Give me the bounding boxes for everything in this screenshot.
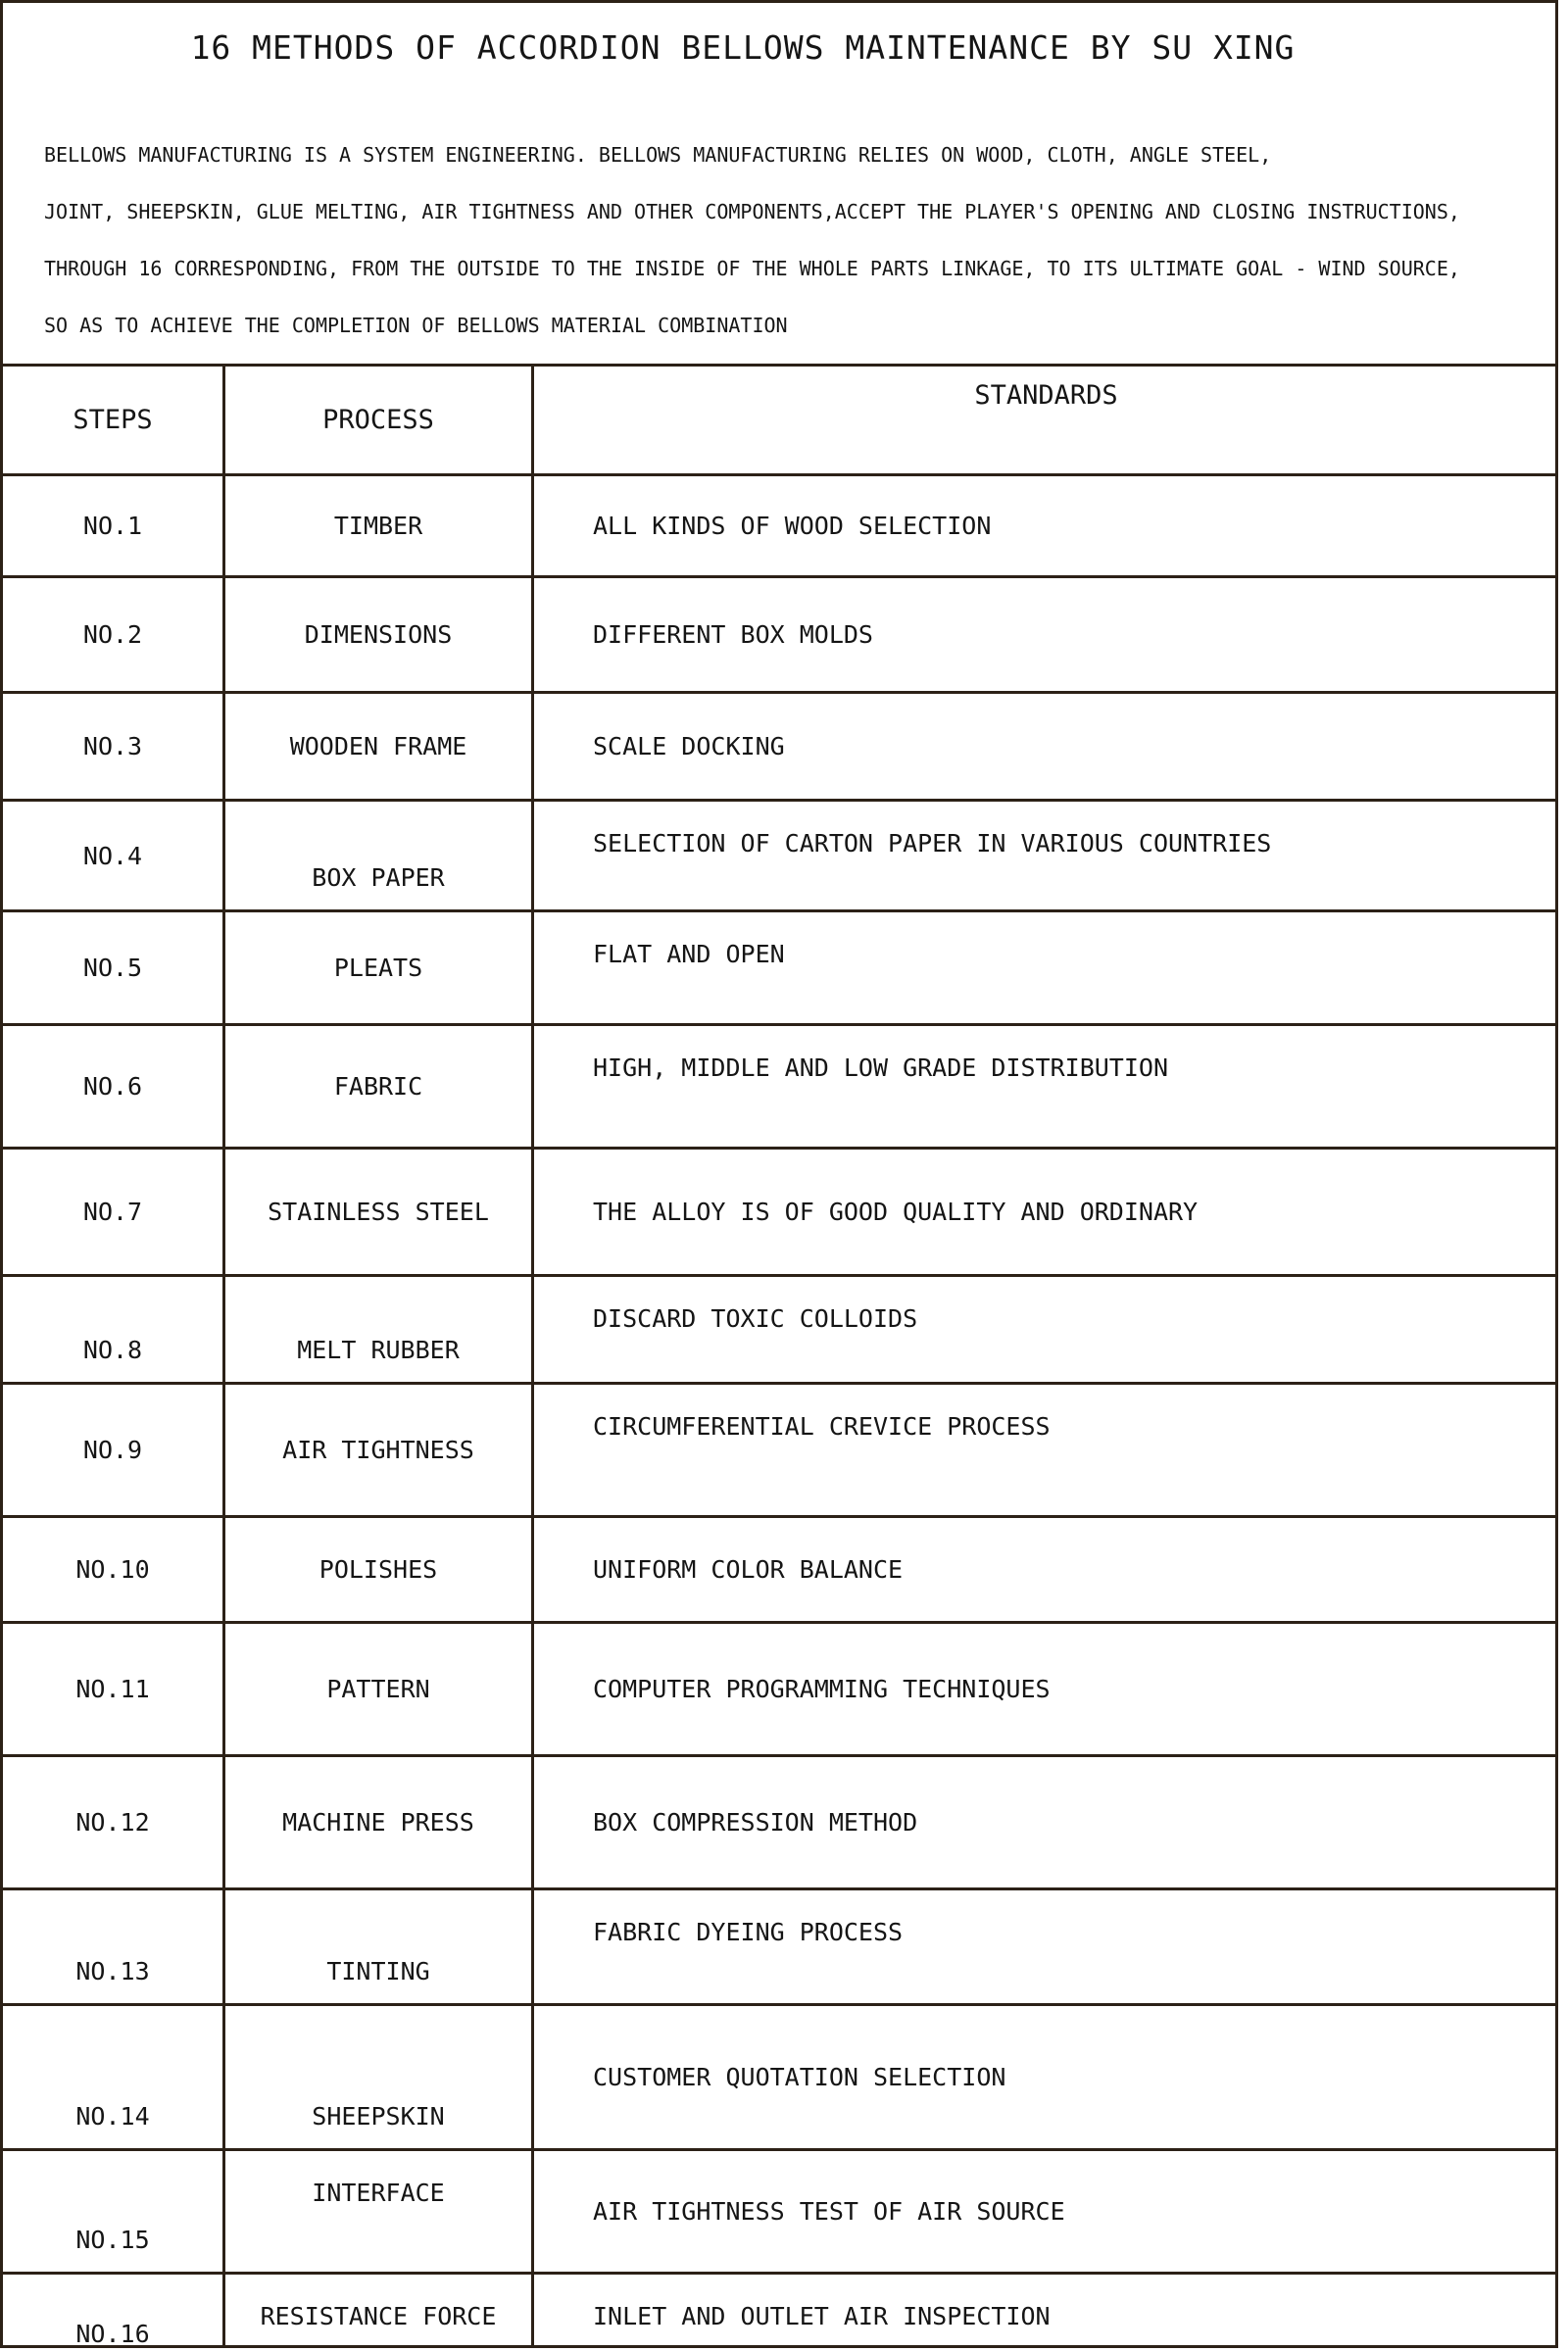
step-cell: NO.14 — [2, 2005, 224, 2150]
standard-cell: FLAT AND OPEN — [533, 911, 1559, 1025]
standard-cell: DIFFERENT BOX MOLDS — [533, 577, 1559, 693]
step-cell: NO.8 — [2, 1276, 224, 1384]
table-row — [2, 2005, 1559, 2150]
intro-paragraph — [44, 138, 1534, 366]
step-cell: NO.16 — [2, 2274, 224, 2349]
step-cell: NO.10 — [2, 1517, 224, 1623]
header-steps: STEPS — [2, 366, 224, 475]
process-cell: RESISTANCE FORCE — [224, 2274, 533, 2349]
intro-line: JOINT, SHEEPSKIN, GLUE MELTING, AIR TIGHTNESS AND OTHER COMPONENTS,ACCEPT THE PLAYER'S OPENING AND CLOSING INSTRUCTIONS, — [44, 200, 1460, 223]
process-cell: INTERFACE — [224, 2150, 533, 2274]
table-row — [2, 1756, 1559, 1889]
step-cell: NO.5 — [2, 911, 224, 1025]
table-row — [2, 911, 1559, 1025]
standard-cell: COMPUTER PROGRAMMING TECHNIQUES — [533, 1623, 1559, 1756]
table-row — [2, 577, 1559, 693]
table-row — [2, 1025, 1559, 1149]
step-cell: NO.15 — [2, 2150, 224, 2274]
standard-cell: UNIFORM COLOR BALANCE — [533, 1517, 1559, 1623]
intro-line: THROUGH 16 CORRESPONDING, FROM THE OUTSIDE TO THE INSIDE OF THE WHOLE PARTS LINKAGE, TO ITS ULTIMATE GOAL - WIND SOURCE, — [44, 257, 1460, 280]
process-cell: PATTERN — [224, 1623, 533, 1756]
standard-cell: HIGH, MIDDLE AND LOW GRADE DISTRIBUTION — [533, 1025, 1559, 1149]
step-cell: NO.2 — [2, 577, 224, 693]
page-title: 16 METHODS OF ACCORDION BELLOWS MAINTENANCE BY SU XING — [190, 28, 1296, 67]
standard-cell: FABRIC DYEING PROCESS — [533, 1889, 1559, 2005]
standard-cell: AIR TIGHTNESS TEST OF AIR SOURCE — [533, 2150, 1559, 2274]
step-cell: NO.11 — [2, 1623, 224, 1756]
standard-cell: CIRCUMFERENTIAL CREVICE PROCESS — [533, 1384, 1559, 1517]
standard-cell: INLET AND OUTLET AIR INSPECTION — [533, 2274, 1559, 2349]
step-cell: NO.13 — [2, 1889, 224, 2005]
standard-cell: BOX COMPRESSION METHOD — [533, 1756, 1559, 1889]
process-cell: MELT RUBBER — [224, 1276, 533, 1384]
step-cell: NO.1 — [2, 475, 224, 577]
process-cell: POLISHES — [224, 1517, 533, 1623]
step-cell: NO.3 — [2, 693, 224, 801]
process-cell: TIMBER — [224, 475, 533, 577]
process-cell: STAINLESS STEEL — [224, 1149, 533, 1276]
table-row — [2, 801, 1559, 911]
process-cell: MACHINE PRESS — [224, 1756, 533, 1889]
step-cell: NO.9 — [2, 1384, 224, 1517]
standard-cell: SELECTION OF CARTON PAPER IN VARIOUS COUNTRIES — [533, 801, 1559, 911]
process-cell: BOX PAPER — [224, 801, 533, 911]
standard-cell: ALL KINDS OF WOOD SELECTION — [533, 475, 1559, 577]
table-row — [2, 1276, 1559, 1384]
methods-table — [0, 364, 1558, 2348]
intro-line: BELLOWS MANUFACTURING IS A SYSTEM ENGINEERING. BELLOWS MANUFACTURING RELIES ON WOOD, CLOTH, ANGLE STEEL, — [44, 143, 1272, 167]
step-cell: NO.6 — [2, 1025, 224, 1149]
intro-line: SO AS TO ACHIEVE THE COMPLETION OF BELLOWS MATERIAL COMBINATION — [44, 314, 788, 337]
table-row — [2, 693, 1559, 801]
step-cell: NO.12 — [2, 1756, 224, 1889]
table-row — [2, 1889, 1559, 2005]
standard-cell: DISCARD TOXIC COLLOIDS — [533, 1276, 1559, 1384]
table-header-row — [2, 366, 1559, 475]
table-row — [2, 1384, 1559, 1517]
table-row — [2, 1517, 1559, 1623]
table-row — [2, 2150, 1559, 2274]
process-cell: PLEATS — [224, 911, 533, 1025]
standard-cell: SCALE DOCKING — [533, 693, 1559, 801]
process-cell: TINTING — [224, 1889, 533, 2005]
process-cell: WOODEN FRAME — [224, 693, 533, 801]
process-cell: FABRIC — [224, 1025, 533, 1149]
table-row — [2, 1623, 1559, 1756]
process-cell: AIR TIGHTNESS — [224, 1384, 533, 1517]
table-row — [2, 1149, 1559, 1276]
header-standards: STANDARDS — [533, 366, 1559, 475]
step-cell: NO.7 — [2, 1149, 224, 1276]
process-cell: SHEEPSKIN — [224, 2005, 533, 2150]
standard-cell: THE ALLOY IS OF GOOD QUALITY AND ORDINARY — [533, 1149, 1559, 1276]
process-cell: DIMENSIONS — [224, 577, 533, 693]
standard-cell: CUSTOMER QUOTATION SELECTION — [533, 2005, 1559, 2150]
header-process: PROCESS — [224, 366, 533, 475]
table-row — [2, 475, 1559, 577]
step-cell: NO.4 — [2, 801, 224, 911]
table-row — [2, 2274, 1559, 2349]
